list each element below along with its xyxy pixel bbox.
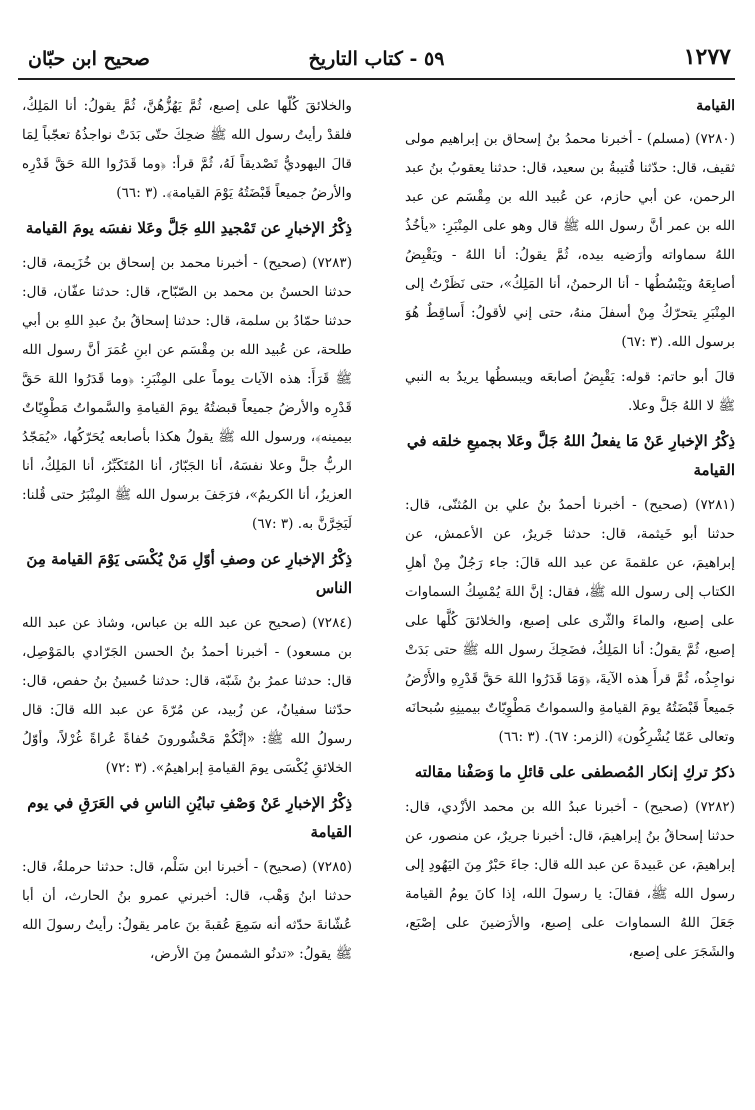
book-title: صحيح ابن حبّان: [28, 48, 150, 70]
hadith-7280: (٧٢٨٠) (مسلم) - أخبرنا محمدُ بنُ إسحاق بن إبراهيم مولى ثقيف، قال: حدّثنا قُتيبةُ بن سعيد، قال: حدثنا يعقوبُ بنُ عبد الرحمن، عن أبي حازم، عن عُبيد الله بن مِقْسَم عن عبد الله بن عمر أنَّ رسول الله ﷺ قال وهو على المِنْبَرِ: «يأخُذُ اللهُ سماواته وأرَضيه بيده، ثُمَّ يقولُ: أنا اللهُ - ويَقْبِضُ أصابِعَهُ ويَبْسُطُها - أنا الرحمنُ، أنا المَلِكُ»، حتى نَظَرْتُ إلى المِنْبَرِ يتحرّكُ مِنْ أسفلَ منهُ، حتى إني لأقولُ: أَساقِطٌ هُوَ برسول الله. (٣ :٦٧): [405, 131, 735, 350]
hadith-7281: (٧٢٨١) (صحيح) - أخبرنا أحمدُ بنُ علي بن المُثنّى، قال: حدثنا أبو خَيثمة، قال: حدثنا جَريرٌ، عن الأعمش، عن إبراهيمَ، عن علقمةَ عن عبد الله قالَ: جاء رَجُلٌ مِنْ أهلِ الكتاب إلى رسول الله ﷺ، فقال: إنَّ اللهَ يُمْسِكُ السماوات على إصبع، والماءَ والثّرى على إصبع، والخلائقَ كُلَّها على إصبع، ثُمَّ يقولُ: أنا المَلِكُ، فضَحِكَ رسول الله ﷺ حتى بَدَتْ نواجِذُه، ثُمَّ قرأَ هذه الآيةَ، ﴿وَمَا قَدَرُوا اللهَ حَقَّ قَدْرِهِ والأَرْضُ جَميعاً قَبْضَتُهُ يومَ القيامةِ والسمواتُ مَطْوِيّاتٌ بيمينِهِ سُبحانَه وتعالى عَمّا يُشْرِكُون﴾ (الزمر: ٦٧). (٣ :٦٦): [405, 497, 735, 745]
right-column: [405, 92, 735, 1102]
commentary-paragraph: قالَ أبو حاتم: قوله: يَقْبِضُ أصابعَه ويبسطُها يريدُ به النبي ﷺ لا اللهُ جَلَّ وعلا.: [405, 369, 735, 414]
hadith-7282-continued: والخلائقَ كُلّها على إصبع، ثُمَّ يَهُزُّهُنَّ، ثُمَّ يقولُ: أنا المَلِكُ، فلقدْ رأيتُ رسول الله ﷺ ضحِكَ حتّى بَدَتْ نواجذُهُ تعجّباً لِمَا قالَ اليهوديُّ تَصْديقاً لَهُ، ثُمَّ قرأ: ﴿وما قَدَرُوا اللهَ حَقَّ قَدْرِه والأرضُ جميعاً قَبْضَتُهُ يَوْمَ القيامة﴾. (٣ :٦٦): [22, 98, 352, 201]
section-heading: ذكرُ تركِ إنكار المُصطفى على قائلِ ما وَصَفْنا مقالته: [414, 763, 735, 781]
chapter-title: ٥٩ - كتاب التاريخ: [308, 48, 445, 70]
hadith-7285: (٧٢٨٥) (صحيح) - أخبرنا ابن سَلْم، قال: حدثنا حرملةُ، قال: حدثنا ابنُ وَهْب، قال: أخبرني عمرو بنُ الحارث، أن أبا عُشّانةَ حدّثه أنه سَمِعَ عُقبةَ بنَ عامر يقولُ: رأيتُ رسولَ الله ﷺ يقولُ: «تدنُو الشمسُ مِنَ الأرض،: [22, 859, 352, 962]
hadith-7282: (٧٢٨٢) (صحيح) - أخبرنا عبدُ الله بن محمد الأزْدي، قال: حدثنا إسحاقُ بنُ إبراهيمَ، قال: أخبرنا جريرٌ، عن منصور، عن إبراهيمَ، عن عَبيدةَ عن عبد الله قال: جاءَ حَبْرٌ مِنَ اليَهُودِ إلى رسول الله ﷺ، فقالَ: يا رسولَ الله، إذا كانَ يومُ القيامة جَعَلَ اللهُ السماوات على إصبع، والأرَضينَ على إصْبَع، والشَجَرَ على إصبع،: [405, 799, 735, 960]
section-heading: ذِكْرُ الإخبارِ عَنْ وَصْفِ تبايُنِ الناسِ في العَرَقِ في يوم القيامة: [27, 794, 352, 841]
hadith-7283: (٧٢٨٣) (صحيح) - أخبرنا محمد بن إسحاق بن خُزَيمة، قال: حدثنا الحسنُ بن محمد بن الصّبّاح، قال: حدثنا عفّان، قال: حدثنا حمّادُ بن سلمة، قال: حدثنا إسحاقُ بنُ عبدِ اللهِ بن أبي طلحة، عن عُبيد الله بن مِقْسَم عن ابنِ عُمَرَ أنَّ رسول الله ﷺ قَرَأَ: هذه الآيات يوماً على المِنْبَرِ: ﴿وما قَدَرُوا اللهَ حَقَّ قَدْرِه والأرضُ جميعاً قبضتُهُ يومَ القيامةِ والسَّمواتُ مَطْوِيّاتٌ بيمينه﴾، ورسول الله ﷺ يقولُ هكذا بأصابعه يُحَرّكُها، «يُمَجّدُ الربُّ جلَّ وعلا نفسَهُ، أنا الجَبّارُ، أنا المُتَكَبِّرُ، أنا المَلِكُ، أنا العزيزُ، أنا الكريمُ»، فرَجَفَ برسول الله ﷺ المِنْبَرُ حتى قُلنا: لَيَخِرَّنَّ به. (٣ :٦٧): [22, 255, 352, 532]
page-header: [18, 38, 735, 82]
section-heading: ذِكْرُ الإخبارِ عن تَمْجيدِ اللهِ جَلَّ وعَلا نفسَه يومَ القيامة: [25, 219, 352, 237]
section-label: القيامة: [696, 98, 735, 114]
section-heading: ذِكْرُ الإخبارِ عَنْ مَا يفعلُ اللهُ جَلَّ وعَلا بجميعِ خلقه في القيامة: [406, 432, 735, 479]
page-number: ١٢٧٧: [683, 44, 731, 70]
header-rule: [18, 78, 735, 80]
left-column: [22, 92, 352, 1102]
hadith-7284: (٧٢٨٤) (صحيح عن عبد الله بن عباس، وشاذ عن عبد الله بن مسعود) - أخبرنا أحمدُ بنُ الحسن الجَرّادي بالمَوْصِل، قال: حدثنا عمرُ بنُ شَبّة، قال: حدثنا حُسينُ بنُ حفص، قال: حدّثنا سفيانُ، عن زُبيد، عن مُرّةَ عن عبد الله قالَ: قال رسولُ الله ﷺ: «إنَّكُمْ مَحْشُورونَ حُفاةً عُراةً غُرْلاً، وأوّلُ الخلائقِ يُكْسَى يومَ القيامةِ إبراهيمُ». (٣ :٧٢): [22, 615, 352, 776]
section-heading: ذِكْرُ الإخبارِ عن وصفِ أوّلِ مَنْ يُكْسَى يَوْمَ القيامة مِنَ الناس: [26, 550, 352, 597]
